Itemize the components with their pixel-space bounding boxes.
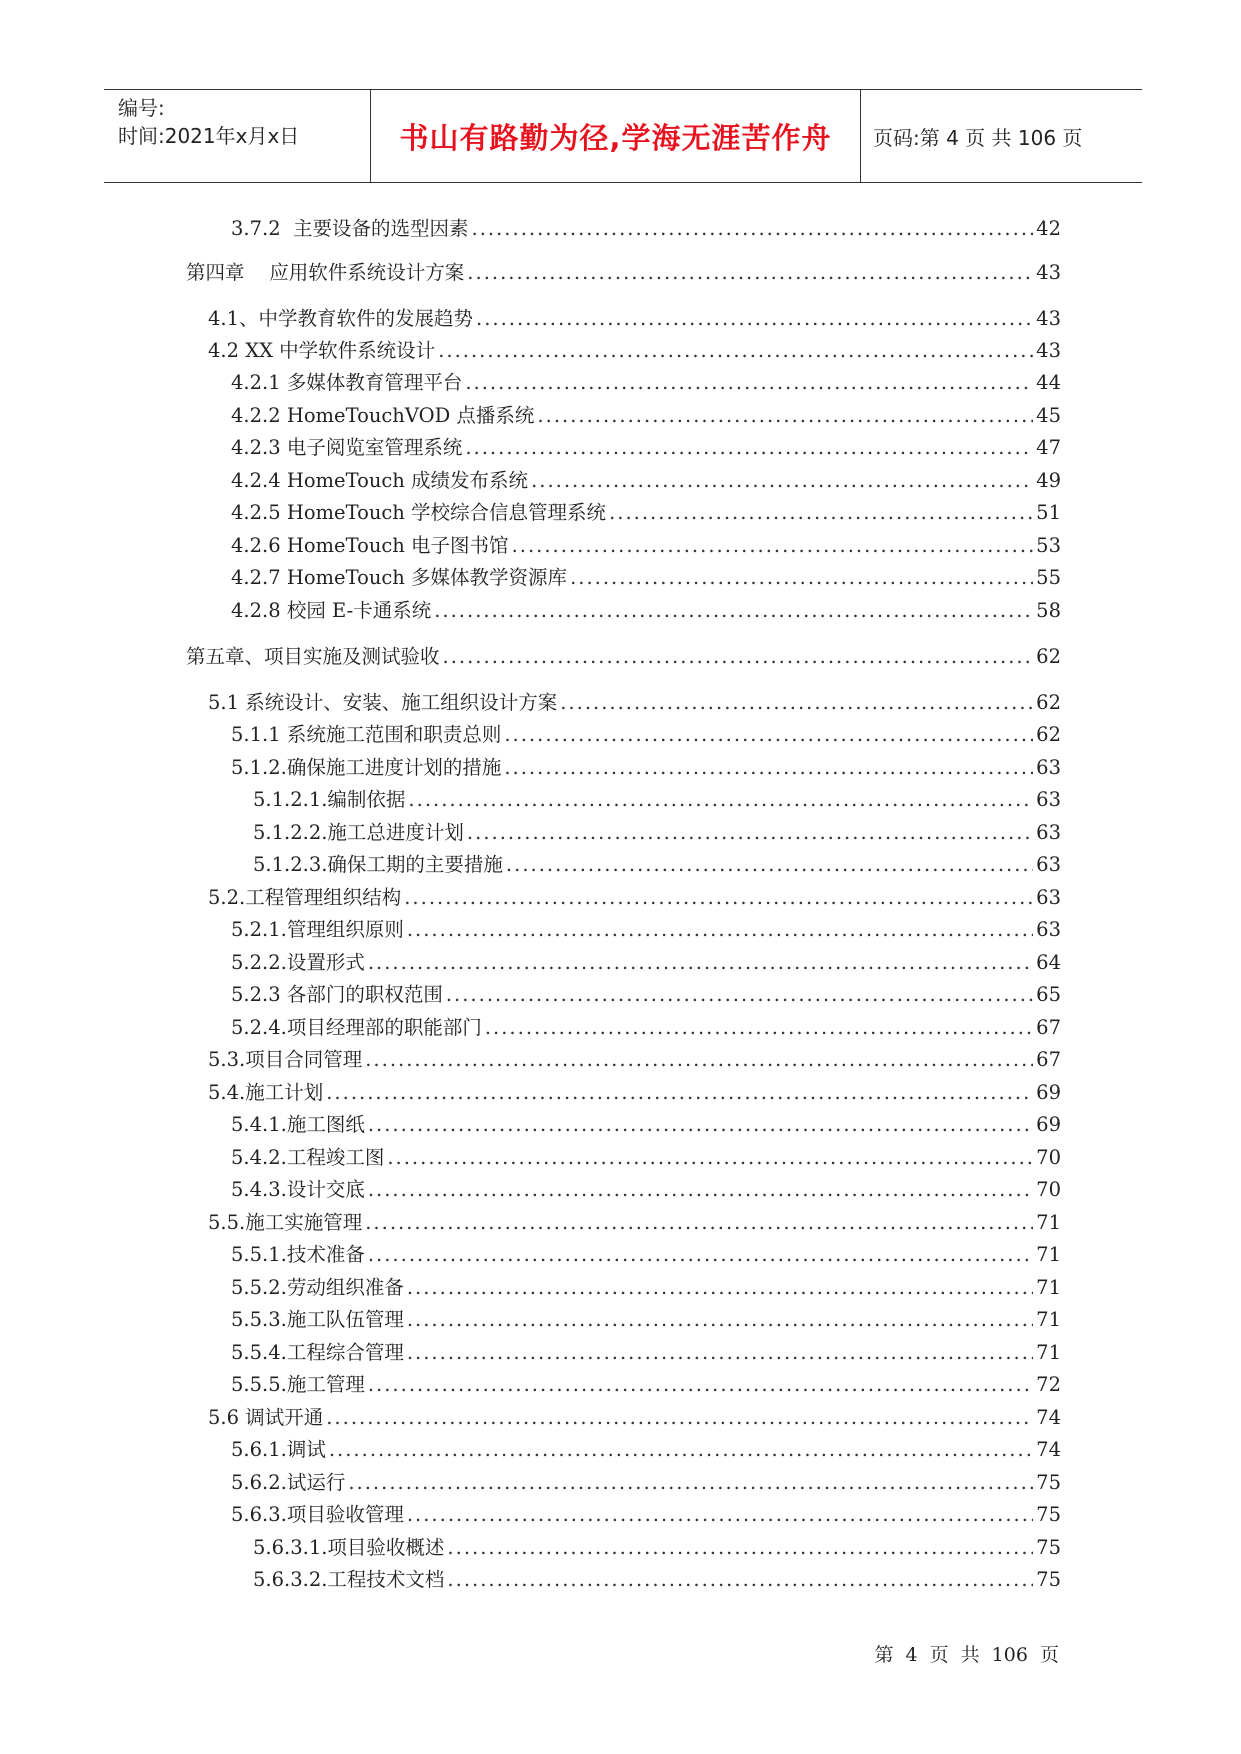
toc-entry-title: 5.6.3.2.工程技术文档: [253, 1568, 445, 1591]
toc-entry-page-number: 62: [1036, 645, 1061, 668]
toc-leader-dots: [404, 883, 1033, 913]
toc-entry-title: 5.1.2.确保施工进度计划的措施: [231, 756, 502, 779]
toc-entry[interactable]: [186, 642, 1061, 672]
toc-entry-title: 4.2.2 HomeTouchVOD 点播系统: [231, 404, 535, 427]
toc-entry[interactable]: [231, 563, 1061, 593]
toc-entry[interactable]: [208, 336, 1061, 366]
toc-entry[interactable]: [231, 1013, 1061, 1043]
toc-entry[interactable]: [253, 785, 1061, 815]
toc-entry[interactable]: [231, 1500, 1061, 1530]
toc-entry-title: 5.4.2.工程竣工图: [231, 1146, 385, 1169]
toc-entry[interactable]: [231, 753, 1061, 783]
toc-entry[interactable]: [208, 1045, 1061, 1075]
toc-entry-title: 4.2.3 电子阅览室管理系统: [231, 436, 463, 459]
toc-entry-title: 5.1.2.1.编制依据: [253, 788, 406, 811]
toc-entry-title: 5.1 系统设计、安装、施工组织设计方案: [208, 691, 558, 714]
toc-entry-page-number: 70: [1036, 1178, 1061, 1201]
toc-entry-title: 4.1、中学教育软件的发展趋势: [208, 307, 474, 330]
toc-entry-page-number: 67: [1036, 1016, 1061, 1039]
toc-leader-dots: [504, 720, 1033, 750]
toc-leader-dots: [326, 1403, 1033, 1433]
header-motto: 书山有路勤为径,学海无涯苦作舟: [370, 90, 861, 182]
toc-entry-title: 第五章、项目实施及测试验收: [186, 645, 440, 668]
toc-entry-title: 5.2.3 各部门的职权范围: [231, 983, 443, 1006]
toc-entry-title: 5.4.施工计划: [208, 1081, 324, 1104]
toc-leader-dots: [467, 258, 1033, 288]
toc-entry-page-number: 51: [1036, 501, 1061, 524]
toc-entry-title: 5.2.4.项目经理部的职能部门: [231, 1016, 482, 1039]
toc-entry-page-number: 74: [1036, 1406, 1061, 1429]
toc-entry-page-number: 75: [1036, 1536, 1061, 1559]
toc-entry[interactable]: [231, 1143, 1061, 1173]
toc-leader-dots: [504, 753, 1033, 783]
toc-leader-dots: [537, 401, 1033, 431]
toc-entry-page-number: 55: [1036, 566, 1061, 589]
toc-entry-title: 4.2 XX 中学软件系统设计: [208, 339, 436, 362]
toc-entry-page-number: 63: [1036, 853, 1061, 876]
toc-entry-title: 5.2.2.设置形式: [231, 951, 365, 974]
toc-entry[interactable]: [231, 368, 1061, 398]
toc-entry[interactable]: [231, 498, 1061, 528]
toc-entry[interactable]: [253, 1565, 1061, 1595]
toc-entry-page-number: 67: [1036, 1048, 1061, 1071]
toc-leader-dots: [407, 1305, 1033, 1335]
header-meta: [104, 90, 370, 182]
toc-entry-title: 4.2.7 HomeTouch 多媒体教学资源库: [231, 566, 568, 589]
toc-leader-dots: [407, 1500, 1033, 1530]
toc-entry-page-number: 53: [1036, 534, 1061, 557]
toc-leader-dots: [407, 915, 1033, 945]
toc-leader-dots: [531, 466, 1033, 496]
toc-entry[interactable]: [208, 1208, 1061, 1238]
toc-entry-title: 5.6.3.项目验收管理: [231, 1503, 404, 1526]
toc-entry-page-number: 64: [1036, 951, 1061, 974]
toc-leader-dots: [447, 1533, 1033, 1563]
toc-entry-title: 第四章 应用软件系统设计方案: [186, 261, 465, 284]
toc-entry[interactable]: [208, 688, 1061, 718]
toc-leader-dots: [348, 1468, 1033, 1498]
toc-entry-page-number: 71: [1036, 1308, 1061, 1331]
toc-leader-dots: [570, 563, 1033, 593]
toc-entry[interactable]: [253, 818, 1061, 848]
toc-entry[interactable]: [231, 915, 1061, 945]
toc-entry[interactable]: [231, 401, 1061, 431]
toc-entry[interactable]: [231, 1273, 1061, 1303]
toc-entry-page-number: 45: [1036, 404, 1061, 427]
toc-leader-dots: [438, 336, 1033, 366]
toc-leader-dots: [476, 304, 1033, 334]
toc-entry-title: 5.5.4.工程综合管理: [231, 1341, 404, 1364]
toc-entry[interactable]: [231, 948, 1061, 978]
toc-entry-title: 5.2.1.管理组织原则: [231, 918, 404, 941]
toc-leader-dots: [365, 1208, 1033, 1238]
toc-entry-title: 4.2.5 HomeTouch 学校综合信息管理系统: [231, 501, 607, 524]
toc-entry[interactable]: [231, 466, 1061, 496]
toc-leader-dots: [443, 642, 1034, 672]
toc-leader-dots: [368, 1175, 1033, 1205]
toc-leader-dots: [365, 1045, 1033, 1075]
toc-entry-title: 5.5.3.施工队伍管理: [231, 1308, 404, 1331]
toc-entry-title: 4.2.6 HomeTouch 电子图书馆: [231, 534, 509, 557]
toc-entry-page-number: 63: [1036, 886, 1061, 909]
toc-entry[interactable]: [231, 596, 1061, 626]
toc-entry[interactable]: [231, 433, 1061, 463]
toc-entry[interactable]: [231, 1370, 1061, 1400]
toc-entry-title: 5.1.2.2.施工总进度计划: [253, 821, 464, 844]
toc-entry-page-number: 63: [1036, 918, 1061, 941]
toc-entry-title: 5.6.1.调试: [231, 1438, 326, 1461]
toc-entry-title: 5.4.1.施工图纸: [231, 1113, 365, 1136]
toc-entry-title: 5.4.3.设计交底: [231, 1178, 365, 1201]
toc-entry[interactable]: [231, 1435, 1061, 1465]
toc-leader-dots: [465, 433, 1033, 463]
toc-entry[interactable]: [231, 980, 1061, 1010]
toc-entry[interactable]: [231, 1110, 1061, 1140]
toc-entry-title: 4.2.1 多媒体教育管理平台: [231, 371, 463, 394]
toc-entry-title: 5.2.工程管理组织结构: [208, 886, 402, 909]
toc-entry[interactable]: [186, 258, 1061, 288]
toc-leader-dots: [408, 785, 1033, 815]
toc-entry[interactable]: [208, 883, 1061, 913]
header-page-info: 页码:第 4 页 共 106 页: [873, 125, 1083, 150]
toc-leader-dots: [447, 1565, 1033, 1595]
toc-entry-page-number: 75: [1036, 1568, 1061, 1591]
toc-leader-dots: [446, 980, 1033, 1010]
toc-leader-dots: [506, 850, 1033, 880]
toc-leader-dots: [326, 1078, 1033, 1108]
toc-entry[interactable]: [253, 1533, 1061, 1563]
toc-entry[interactable]: [231, 720, 1061, 750]
toc-entry-title: 4.2.4 HomeTouch 成绩发布系统: [231, 469, 529, 492]
toc-entry-page-number: 43: [1036, 339, 1061, 362]
toc-entry-title: 5.6.2.试运行: [231, 1471, 346, 1494]
toc-entry-page-number: 62: [1036, 691, 1061, 714]
toc-leader-dots: [368, 1240, 1033, 1270]
toc-leader-dots: [368, 1370, 1033, 1400]
toc-entry-title: 4.2.8 校园 E-卡通系统: [231, 599, 432, 622]
toc-entry-page-number: 70: [1036, 1146, 1061, 1169]
toc-entry-title: 5.5.2.劳动组织准备: [231, 1276, 404, 1299]
toc-entry[interactable]: [231, 1175, 1061, 1205]
toc-entry-page-number: 63: [1036, 821, 1061, 844]
toc-leader-dots: [609, 498, 1033, 528]
toc-entry[interactable]: [208, 1403, 1061, 1433]
toc-leader-dots: [407, 1273, 1033, 1303]
toc-entry[interactable]: [253, 850, 1061, 880]
toc-entry-page-number: 63: [1036, 756, 1061, 779]
toc-entry-page-number: 65: [1036, 983, 1061, 1006]
number-label: 编号:: [118, 96, 165, 120]
toc-entry-page-number: 74: [1036, 1438, 1061, 1461]
toc-entry-page-number: 44: [1036, 371, 1061, 394]
toc-leader-dots: [485, 1013, 1033, 1043]
toc-entry[interactable]: [231, 1338, 1061, 1368]
toc-leader-dots: [329, 1435, 1033, 1465]
toc-entry-page-number: 75: [1036, 1503, 1061, 1526]
toc-leader-dots: [407, 1338, 1033, 1368]
toc-leader-dots: [465, 368, 1033, 398]
toc-leader-dots: [560, 688, 1033, 718]
toc-entry[interactable]: [231, 1305, 1061, 1335]
time-label: 时间:2021年x月x日: [118, 124, 300, 148]
toc-entry-title: 5.5.5.施工管理: [231, 1373, 365, 1396]
toc-entry-title: 5.3.项目合同管理: [208, 1048, 363, 1071]
toc-entry-title: 5.6.3.1.项目验收概述: [253, 1536, 445, 1559]
toc-leader-dots: [434, 596, 1033, 626]
toc-leader-dots: [368, 1110, 1033, 1140]
toc-entry-page-number: 49: [1036, 469, 1061, 492]
toc-entry-page-number: 69: [1036, 1113, 1061, 1136]
toc-entry-title: 5.6 调试开通: [208, 1406, 324, 1429]
toc-entry[interactable]: [208, 1078, 1061, 1108]
toc-entry-page-number: 71: [1036, 1243, 1061, 1266]
toc-entry-page-number: 75: [1036, 1471, 1061, 1494]
toc-leader-dots: [467, 818, 1033, 848]
document-header: [104, 89, 1142, 183]
page-footer: 第 4 页 共 106 页: [874, 1644, 1059, 1666]
toc-entry-page-number: 71: [1036, 1276, 1061, 1299]
toc-leader-dots: [512, 531, 1034, 561]
toc-entry-page-number: 42: [1036, 217, 1061, 240]
toc-entry[interactable]: [231, 531, 1061, 561]
toc-entry-page-number: 71: [1036, 1341, 1061, 1364]
toc-entry-page-number: 58: [1036, 599, 1061, 622]
toc-leader-dots: [368, 948, 1033, 978]
toc-entry[interactable]: [231, 1240, 1061, 1270]
toc-entry[interactable]: [208, 304, 1061, 334]
toc-leader-dots: [472, 214, 1034, 244]
toc-entry-page-number: 43: [1036, 261, 1061, 284]
toc-entry-title: 5.1.1 系统施工范围和职责总则: [231, 723, 502, 746]
toc-entry-title: 5.1.2.3.确保工期的主要措施: [253, 853, 503, 876]
toc-entry-title: 5.5.1.技术准备: [231, 1243, 365, 1266]
toc-entry[interactable]: [231, 214, 1061, 244]
toc-leader-dots: [387, 1143, 1033, 1173]
toc-entry-page-number: 43: [1036, 307, 1061, 330]
toc-entry-page-number: 72: [1036, 1373, 1061, 1396]
toc-entry-page-number: 71: [1036, 1211, 1061, 1234]
toc-entry[interactable]: [231, 1468, 1061, 1498]
toc-entry-title: 5.5.施工实施管理: [208, 1211, 363, 1234]
toc-entry-title: 3.7.2 主要设备的选型因素: [231, 217, 469, 240]
toc-entry-page-number: 62: [1036, 723, 1061, 746]
toc-entry-page-number: 63: [1036, 788, 1061, 811]
toc-entry-page-number: 47: [1036, 436, 1061, 459]
toc-entry-page-number: 69: [1036, 1081, 1061, 1104]
